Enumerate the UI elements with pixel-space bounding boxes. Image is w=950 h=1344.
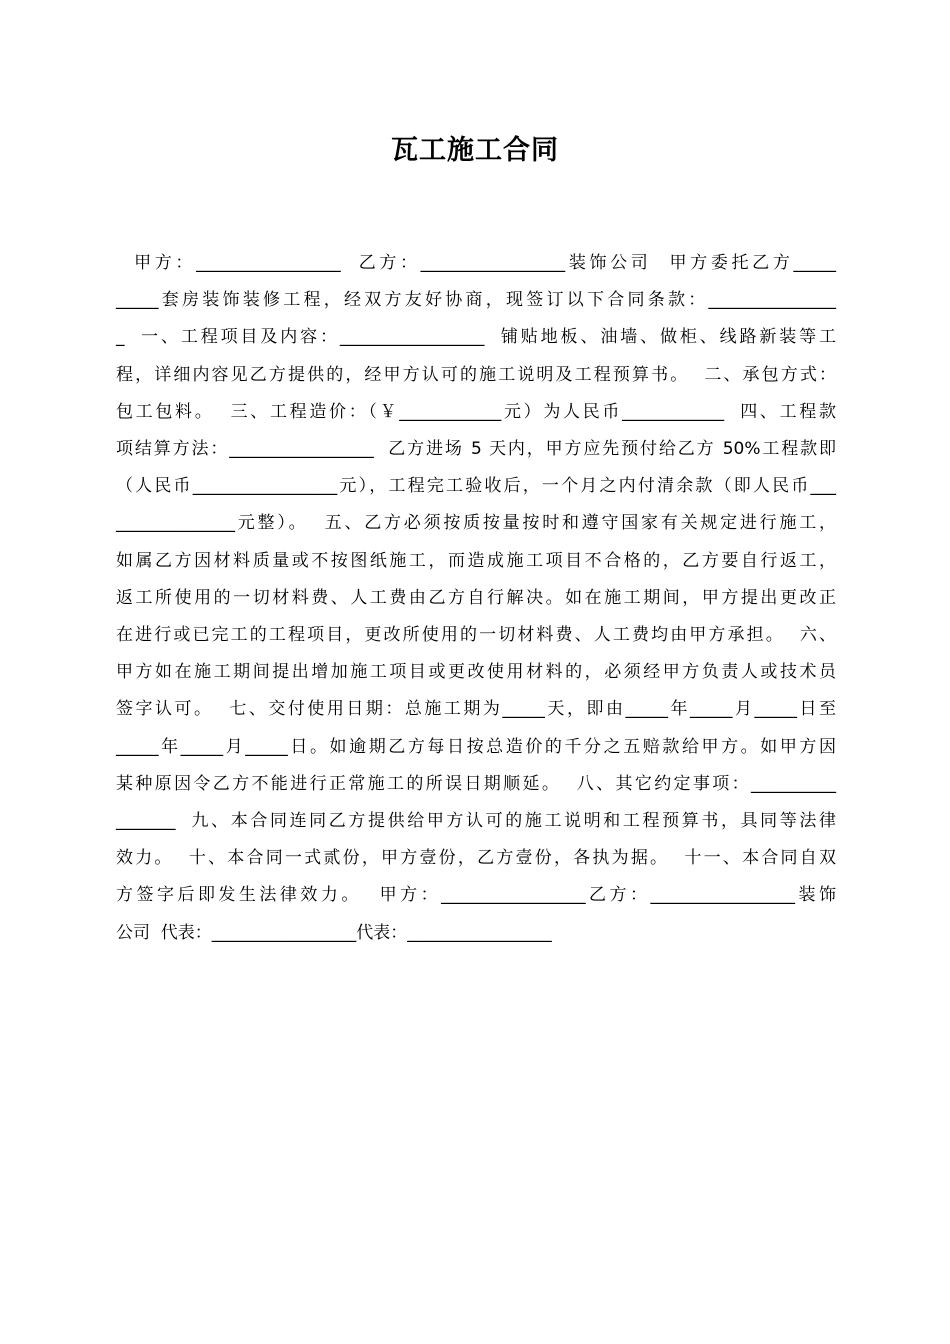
contract-line: 如属乙方因材料质量或不按图纸施工，而造成施工项目不合格的，乙方要自行返工， [116,550,836,571]
contract-line: 包工包料。 三、工程造价：（￥____________元）为人民币____________ 四、工程款 [116,401,836,422]
contract-line: 某种原因令乙方不能进行正常施工的所误日期顺延。 八、其它约定事项：__________ [116,773,836,794]
document-title: 瓦工施工合同 [391,135,559,166]
contract-line: 项结算方法：_________________ 乙方进场 5 天内，甲方应先预付给乙方 50%工程款即 [116,439,836,460]
contract-line: 在进行或已完工的工程项目，更改所使用的一切材料费、人工费均由甲方承担。 六、 [116,625,836,646]
contract-line: 签字认可。 七、交付使用日期：总施工期为_____天，即由_____年_____月_____日至 [116,699,836,720]
contract-body [116,245,836,952]
contract-line: 甲方：_________________ 乙方：_________________装饰公司 甲方委托乙方_____ [116,253,836,273]
contract-line: （人民币_________________元），工程完工验收后，一个月之内付清余款（即人民币___ [116,476,836,497]
contract-line: 甲方如在施工期间提出增加施工项目或更改使用材料的，必须经甲方负责人或技术员 [116,662,836,683]
contract-line: _______ 九、本合同连同乙方提供给甲方认可的施工说明和工程预算书，具同等法律 [116,811,836,832]
contract-line: _____年_____月_____日。如逾期乙方每日按总造价的千分之五赔款给甲方。如甲方因 [116,736,836,757]
contract-line: _____套房装饰装修工程，经双方友好协商，现签订以下合同条款：_______________ [116,290,836,311]
contract-line: 公司 代表：_________________代表：_________________ [116,922,552,943]
contract-line: _ 一、工程项目及内容：_________________ 铺贴地板、油墙、做柜、线路新装等工 [116,327,836,348]
contract-line: ______________元整）。 五、乙方必须按质按量按时和遵守国家有关规定进行施工， [116,513,836,534]
contract-line: 返工所使用的一切材料费、人工费由乙方自行解决。如在施工期间，甲方提出更改正 [116,587,836,608]
contract-line: 程，详细内容见乙方提供的，经甲方认可的施工说明及工程预算书。 二、承包方式： [116,364,836,385]
contract-line: 效力。 十、本合同一式贰份，甲方壹份，乙方壹份，各执为据。 十一、本合同自双 [116,848,836,869]
contract-line: 方签字后即发生法律效力。 甲方：_________________乙方：_________________装饰 [116,885,836,906]
